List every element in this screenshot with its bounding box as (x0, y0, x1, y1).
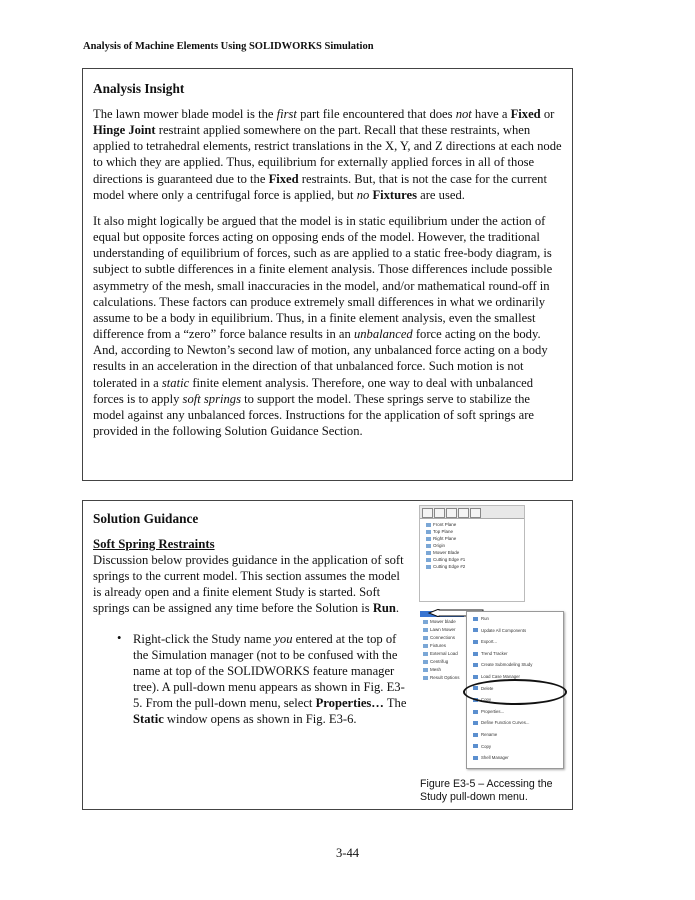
menu-item-2[interactable]: Update All Components (473, 628, 526, 633)
feature-tree-panel (419, 505, 525, 602)
menu-item-icon (473, 744, 478, 748)
study-item-icon (423, 652, 428, 656)
tree-tab-icon[interactable] (422, 508, 433, 518)
menu-item-icon (473, 756, 478, 760)
menu-item-icon (473, 663, 478, 667)
study-item-8[interactable]: Result Options (423, 675, 460, 680)
guidance-bullet-text: Right-click the Study name you entered at the top of the Simulation manager (not to be confused with the name at top of the SOLIDWORKS feature manager tree). A pull-down menu appears as shown in Fig. E3-5. From the pull-down menu, select Properties… The Static window opens as shown in Fig. E3-6. (133, 631, 407, 727)
menu-item-13[interactable]: Shell Manager (473, 755, 509, 760)
page-number: 3-44 (335, 846, 360, 860)
menu-item-12[interactable]: Copy (473, 744, 491, 749)
tree-item-icon (426, 544, 431, 548)
study-item-icon (423, 676, 428, 680)
property-tab-icon[interactable] (434, 508, 445, 518)
tree-item-icon (426, 558, 431, 562)
menu-item-icon (473, 652, 478, 656)
menu-item-6[interactable]: Load Case Manager (473, 674, 520, 679)
tree-item-icon (426, 537, 431, 541)
study-item-6[interactable]: Centrifug (423, 659, 448, 664)
tree-item-icon (426, 523, 431, 527)
guidance-subtitle: Soft Spring Restraints (93, 537, 215, 551)
guidance-title: Solution Guidance (93, 511, 199, 526)
tree-item-icon (426, 565, 431, 569)
study-item-2[interactable]: Lawn Mower (423, 627, 456, 632)
config-tab-icon[interactable] (446, 508, 457, 518)
study-item-5[interactable]: External Load (423, 651, 458, 656)
dim-tab-icon[interactable] (458, 508, 469, 518)
menu-item-5[interactable]: Create Submodeling Study (473, 662, 532, 667)
study-item-icon (423, 628, 428, 632)
study-item-3[interactable]: Connections (423, 635, 455, 640)
display-tab-icon[interactable] (470, 508, 481, 518)
solution-guidance-box (82, 500, 573, 810)
tree-item-1[interactable]: Front Plane (426, 522, 456, 527)
study-item-7[interactable]: Mesh (423, 667, 441, 672)
menu-item-10[interactable]: Define Function Curves... (473, 720, 529, 725)
tree-item-3[interactable]: Right Plane (426, 536, 456, 541)
bullet-dot-icon: • (117, 630, 122, 645)
menu-item-7[interactable]: Delete (473, 686, 493, 691)
guidance-bullet (93, 631, 411, 728)
menu-item-3[interactable]: Export... (473, 639, 497, 644)
figure-e3-5-screenshot (419, 505, 569, 773)
tree-item-6[interactable]: Cutting Edge #1 (426, 557, 465, 562)
menu-item-1[interactable]: Run (473, 616, 489, 621)
menu-item-icon (473, 733, 478, 737)
menu-item-9[interactable]: Properties... (473, 709, 504, 714)
study-item-4[interactable]: Fixtures (423, 643, 446, 648)
properties-highlight-oval (463, 679, 567, 705)
guidance-paragraph: Discussion below provides guidance in the application of soft springs to the current model. This section assumes the model is already open and a finite element Study is started. Soft springs can be assigned any time before the Solution is Run. (93, 553, 404, 616)
menu-item-icon (473, 628, 478, 632)
study-item-icon (423, 660, 428, 664)
tree-item-5[interactable]: Mower Blade (426, 550, 459, 555)
figure-caption: Figure E3-5 – Accessing the Study pull-down menu. (420, 778, 553, 803)
tree-item-icon (426, 530, 431, 534)
tree-item-4[interactable]: Origin (426, 543, 445, 548)
menu-item-icon (473, 710, 478, 714)
tree-item-7[interactable]: Cutting Edge #2 (426, 564, 465, 569)
menu-item-icon (473, 675, 478, 679)
study-item-icon (423, 668, 428, 672)
menu-item-11[interactable]: Rename (473, 732, 497, 737)
feature-manager-toolbar (420, 506, 524, 519)
menu-item-icon (473, 617, 478, 621)
insight-title: Analysis Insight (93, 81, 185, 96)
study-item-icon (423, 644, 428, 648)
insight-paragraph-1: The lawn mower blade model is the first part file encountered that does not have a Fixed or Hinge Joint restraint applied somewhere on the part. Recall that these restraints, when applied to tetrahedral elements, restrict translations in the X, Y, and Z directions at each node to which they are applied. Thus, equilibrium for externally applied forces in all of those directions is guaranteed due to the Fixed restraints. But, that is not the case for the current model where only a centrifugal force is applied, but no Fixtures are used. (93, 107, 562, 202)
menu-item-8[interactable]: Copy (473, 697, 491, 702)
analysis-insight-box (82, 68, 573, 481)
study-item-icon (423, 636, 428, 640)
study-item-icon (423, 620, 428, 624)
study-item-1[interactable]: Mower blade (423, 619, 456, 624)
tree-item-2[interactable]: Top Plane (426, 529, 453, 534)
menu-item-icon (473, 721, 478, 725)
tree-item-icon (426, 551, 431, 555)
insight-paragraph-2: It also might logically be argued that the model is in static equilibrium under the action of equal but opposite forces acting on opposing ends of the model. However, the traditional understanding of equilibrium of forces, such as are applied to a static free-body diagram, is subject to subtle differences in a finite element analysis. Those differences include possible asymmetry of the mesh, small inaccuracies in the model, and/or mathematical round-off in calculations. These factors can produce extremely small differences in what we ordinarily assume to be a body in equilibrium. Thus, in a finite element analysis, even the smallest difference from a “zero” force balance results in an unbalanced force acting on the body. And, according to Newton’s second law of motion, any unbalanced force acting on a body results in an acceleration in the direction of that unbalanced force. Such motion is not tolerated in a static finite element analysis. Therefore, one way to deal with unbalanced forces is to apply soft springs to support the model. These springs serve to stabilize the model against any unbalanced forces. Instructions for the application of soft springs are provided in the following Solution Guidance Section. (93, 213, 553, 438)
menu-item-icon (473, 640, 478, 644)
running-header: Analysis of Machine Elements Using SOLIDWORKS Simulation (83, 41, 374, 52)
menu-item-4[interactable]: Trend Tracker (473, 651, 508, 656)
